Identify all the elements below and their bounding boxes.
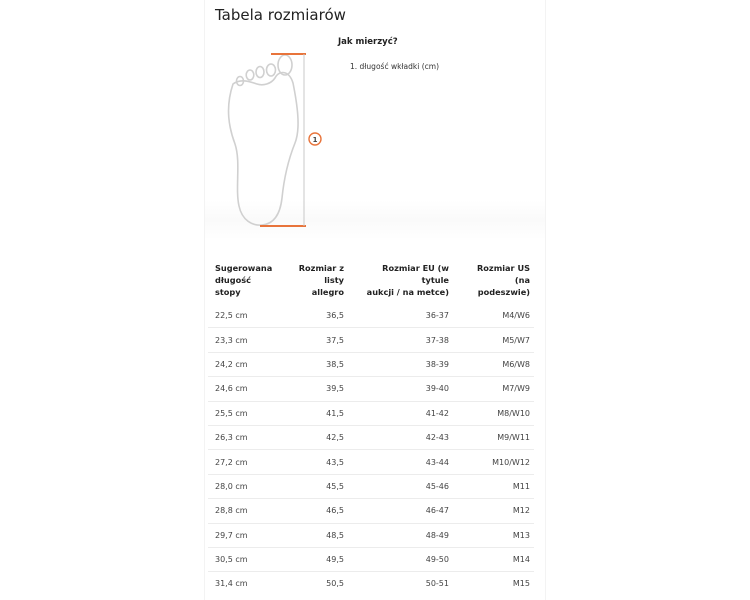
- cell-eu-size: 42-43: [348, 425, 453, 449]
- col-header-us-size: Rozmiar US (na podeszwie): [477, 263, 530, 297]
- cell-allegro-size: 39,5: [283, 377, 348, 401]
- cell-allegro-size: 49,5: [283, 547, 348, 571]
- cell-foot-length: 24,6 cm: [208, 377, 283, 401]
- cell-foot-length: 25,5 cm: [208, 401, 283, 425]
- table-row: [208, 401, 534, 425]
- cell-allegro-size: 45,5: [283, 474, 348, 498]
- cell-allegro-size: 41,5: [283, 401, 348, 425]
- cell-allegro-size: 43,5: [283, 450, 348, 474]
- cell-foot-length: 31,4 cm: [208, 572, 283, 596]
- cell-foot-length: 26,3 cm: [208, 425, 283, 449]
- cell-foot-length: 24,2 cm: [208, 352, 283, 376]
- col-header-allegro-size: Rozmiar z listy allegro: [298, 263, 344, 297]
- cell-eu-size: 46-47: [348, 499, 453, 523]
- cell-eu-size: 41-42: [348, 401, 453, 425]
- cell-us-size: M5/W7: [453, 328, 534, 352]
- table-row: [208, 572, 534, 596]
- cell-allegro-size: 46,5: [283, 499, 348, 523]
- table-header-row: [208, 258, 534, 304]
- cell-eu-size: 36-37: [425, 311, 449, 321]
- cell-eu-size: 45-46: [348, 474, 453, 498]
- table-row: [208, 474, 534, 498]
- cell-eu-size: 39-40: [348, 377, 453, 401]
- table-row: [208, 450, 534, 474]
- cell-eu-size: 48-49: [348, 523, 453, 547]
- cell-us-size: M10/W12: [453, 450, 534, 474]
- measure-item-insole-length: 1. długość wkładki (cm): [350, 62, 440, 71]
- cell-eu-size: 43-44: [348, 450, 453, 474]
- cell-foot-length: 28,8 cm: [208, 499, 283, 523]
- cell-foot-length: 29,7 cm: [208, 523, 283, 547]
- size-table: [208, 258, 534, 596]
- cell-us-size: M14: [453, 547, 534, 571]
- table-row: [208, 377, 534, 401]
- cell-us-size: M4/W6: [502, 311, 530, 321]
- table-row: [208, 352, 534, 376]
- cell-allegro-size: 48,5: [283, 523, 348, 547]
- table-row: [208, 304, 534, 328]
- cell-eu-size: 49-50: [348, 547, 453, 571]
- cell-us-size: M15: [453, 572, 534, 596]
- cell-us-size: M7/W9: [453, 377, 534, 401]
- cell-eu-size: 37-38: [348, 328, 453, 352]
- table-row: [208, 547, 534, 571]
- cell-allegro-size: 42,5: [283, 425, 348, 449]
- cell-allegro-size: 37,5: [283, 328, 348, 352]
- cell-foot-length: 22,5 cm: [215, 311, 248, 321]
- cell-eu-size: 38-39: [348, 352, 453, 376]
- cell-us-size: M8/W10: [453, 401, 534, 425]
- cell-allegro-size: 50,5: [283, 572, 348, 596]
- cell-us-size: M6/W8: [453, 352, 534, 376]
- cell-us-size: M12: [453, 499, 534, 523]
- table-row: [208, 328, 534, 352]
- page-title: Tabela rozmiarów: [215, 6, 346, 24]
- how-to-measure-heading: Jak mierzyć?: [338, 37, 398, 47]
- col-header-eu-size: Rozmiar EU (w tytule aukcji / na metce): [366, 263, 449, 297]
- cell-allegro-size: 36,5: [326, 311, 344, 321]
- col-header-foot-length: Sugerowana długość stopy: [215, 263, 273, 297]
- foot-outline-illustration: [205, 48, 335, 233]
- cell-us-size: M9/W11: [453, 425, 534, 449]
- foot-outline-icon: [229, 55, 299, 225]
- measure-marker-label: 1: [312, 136, 318, 144]
- cell-eu-size: 50-51: [348, 572, 453, 596]
- cell-foot-length: 30,5 cm: [208, 547, 283, 571]
- table-row: [208, 523, 534, 547]
- table-row: [208, 425, 534, 449]
- cell-foot-length: 23,3 cm: [208, 328, 283, 352]
- cell-foot-length: 27,2 cm: [208, 450, 283, 474]
- table-row: [208, 499, 534, 523]
- cell-allegro-size: 38,5: [283, 352, 348, 376]
- cell-us-size: M11: [453, 474, 534, 498]
- cell-foot-length: 28,0 cm: [208, 474, 283, 498]
- cell-us-size: M13: [453, 523, 534, 547]
